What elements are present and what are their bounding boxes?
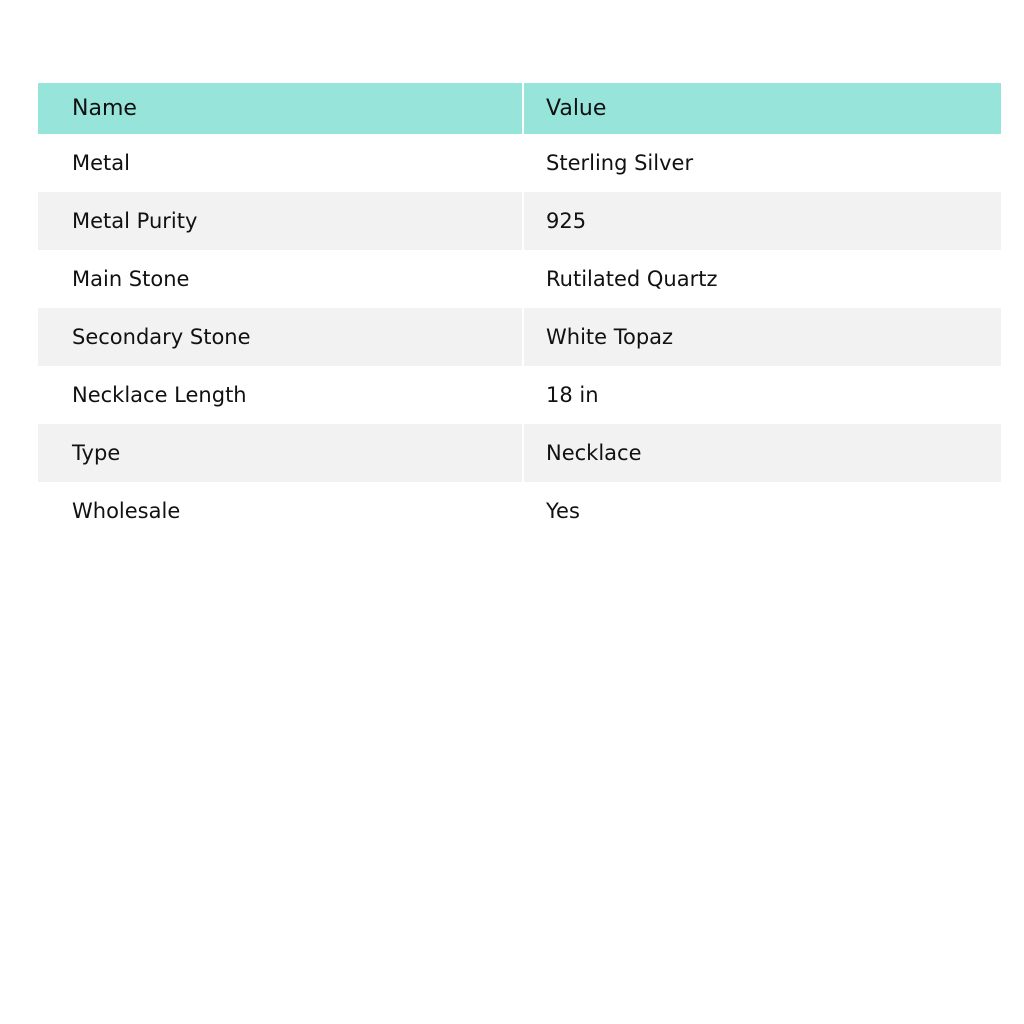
row-value: White Topaz <box>523 308 1001 366</box>
header-name: Name <box>38 83 523 134</box>
specifications-table <box>38 83 1001 540</box>
row-name: Necklace Length <box>38 366 523 424</box>
table-row <box>38 424 1001 482</box>
table-row <box>38 250 1001 308</box>
table-row <box>38 192 1001 250</box>
row-name: Type <box>38 424 523 482</box>
table-row <box>38 308 1001 366</box>
row-value: Rutilated Quartz <box>523 250 1001 308</box>
row-value: 925 <box>523 192 1001 250</box>
row-name: Metal Purity <box>38 192 523 250</box>
row-value: Yes <box>523 482 1001 540</box>
row-value: Necklace <box>523 424 1001 482</box>
table-body <box>38 134 1001 540</box>
table-row <box>38 366 1001 424</box>
header-row <box>38 83 1001 134</box>
row-name: Main Stone <box>38 250 523 308</box>
table-header <box>38 83 1001 134</box>
table-row <box>38 482 1001 540</box>
table-row <box>38 134 1001 192</box>
row-value: 18 in <box>523 366 1001 424</box>
row-name: Secondary Stone <box>38 308 523 366</box>
header-value: Value <box>523 83 1001 134</box>
row-value: Sterling Silver <box>523 134 1001 192</box>
row-name: Wholesale <box>38 482 523 540</box>
row-name: Metal <box>38 134 523 192</box>
